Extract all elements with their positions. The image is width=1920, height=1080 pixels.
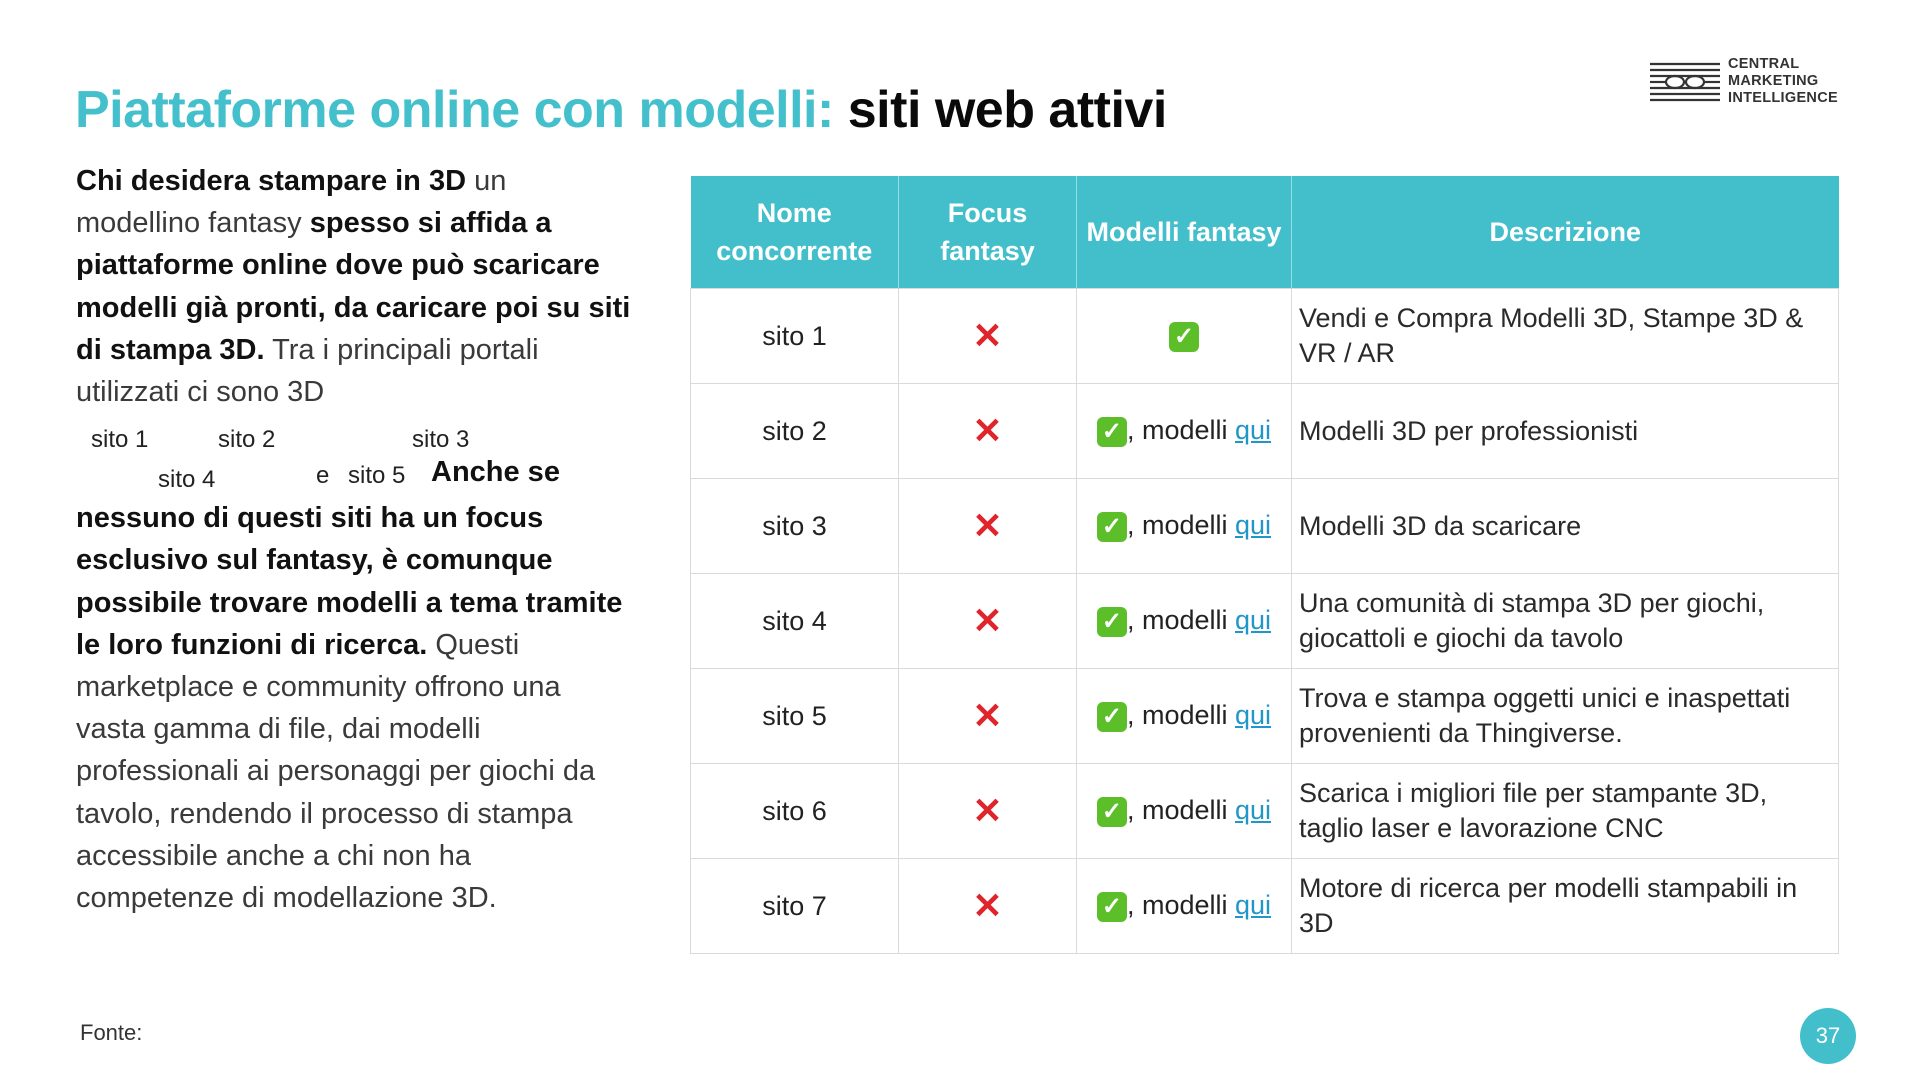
cross-icon: ✕ <box>972 789 1003 831</box>
header-models: Modelli fantasy <box>1077 176 1292 289</box>
checkmark-icon: ✓ <box>1097 702 1127 732</box>
site-mention-5: sito 5 <box>348 462 406 490</box>
checkmark-icon: ✓ <box>1097 892 1127 922</box>
site-mention-4: sito 4 <box>158 466 216 494</box>
site-name: sito 6 <box>691 764 899 859</box>
description: Motore di ricerca per modelli stampabili in 3D <box>1292 859 1839 954</box>
focus-cell <box>899 859 1077 954</box>
site-name: sito 2 <box>691 384 899 479</box>
intro-normal-3: Questi marketplace e community offrono una vasta gamma di file, dai modelli professionali ai personaggi per giochi da tavolo, rendendo il processo di stampa accessibile anche a chi non ha competenze di modellazione 3D. <box>76 628 596 915</box>
checkmark-icon: ✓ <box>1097 607 1127 637</box>
source-label: Fonte: <box>80 1020 143 1045</box>
models-link[interactable]: qui <box>1235 890 1272 921</box>
page-number-badge: 37 <box>1800 1008 1856 1064</box>
site-mention-3: sito 3 <box>412 426 470 454</box>
models-cell <box>1077 574 1292 669</box>
models-text: , modelli <box>1126 890 1235 921</box>
models-cell <box>1077 859 1292 954</box>
logo-line-2: MARKETING <box>1728 73 1819 89</box>
description: Trova e stampa oggetti unici e inaspettati provenienti da Thingiverse. <box>1292 669 1839 764</box>
models-link[interactable]: qui <box>1235 605 1272 636</box>
logo-line-1: CENTRAL <box>1728 56 1800 72</box>
models-link[interactable]: qui <box>1235 510 1272 541</box>
models-text: , modelli <box>1126 510 1235 541</box>
models-link[interactable]: qui <box>1235 700 1272 731</box>
intro-paragraph-2 <box>76 497 636 919</box>
table-row <box>691 859 1839 954</box>
site-name: sito 3 <box>691 479 899 574</box>
checkmark-icon: ✓ <box>1097 797 1127 827</box>
header-focus: Focus fantasy <box>899 176 1077 289</box>
intro-bold-2: spesso si affida a piattaforme online dove può scaricare modelli già pronti, da caricare poi su siti di stampa 3D. <box>76 207 631 366</box>
table-row <box>691 574 1839 669</box>
models-cell <box>1077 384 1292 479</box>
checkmark-icon: ✓ <box>1097 417 1127 447</box>
models-cell <box>1077 479 1292 574</box>
focus-cell <box>899 289 1077 384</box>
models-text: , modelli <box>1126 415 1235 446</box>
cross-icon: ✕ <box>972 314 1003 356</box>
description: Una comunità di stampa 3D per giochi, giocattoli e giochi da tavolo <box>1292 574 1839 669</box>
site-name: sito 7 <box>691 859 899 954</box>
site-list-line-2 <box>76 457 636 501</box>
models-cell <box>1077 289 1292 384</box>
models-text: , modelli <box>1126 605 1235 636</box>
intro-bold-1: Chi desidera stampare in 3D <box>76 165 467 197</box>
description: Vendi e Compra Modelli 3D, Stampe 3D & VR / AR <box>1292 289 1839 384</box>
description: Modelli 3D per professionisti <box>1292 384 1839 479</box>
site-mention-2: sito 2 <box>218 426 276 454</box>
page-title <box>75 80 1167 140</box>
models-text: , modelli <box>1126 700 1235 731</box>
site-mention-1: sito 1 <box>91 426 149 454</box>
company-logo <box>1648 56 1838 107</box>
intro-normal-2: Tra i principali portali utilizzati ci sono 3D <box>76 333 539 409</box>
intro-text <box>76 160 636 919</box>
title-colored-part: Piattaforme online con modelli: <box>75 81 834 139</box>
table-row <box>691 289 1839 384</box>
cross-icon: ✕ <box>972 504 1003 546</box>
checkmark-icon: ✓ <box>1169 322 1199 352</box>
table-header-row <box>691 176 1839 289</box>
site-name: sito 5 <box>691 669 899 764</box>
table-row <box>691 669 1839 764</box>
intro-bold-3-start: Anche se <box>431 456 560 489</box>
cross-icon: ✕ <box>972 599 1003 641</box>
models-cell <box>1077 764 1292 859</box>
focus-cell <box>899 384 1077 479</box>
header-name: Nome concorrente <box>691 176 899 289</box>
cross-icon: ✕ <box>972 884 1003 926</box>
cross-icon: ✕ <box>972 694 1003 736</box>
logo-line-3: INTELLIGENCE <box>1728 90 1838 106</box>
checkmark-icon: ✓ <box>1097 512 1127 542</box>
table-row <box>691 764 1839 859</box>
site-name: sito 4 <box>691 574 899 669</box>
intro-normal-1: un modellino fantasy <box>76 165 507 240</box>
competitor-table <box>690 176 1839 954</box>
title-dark-part: siti web attivi <box>847 81 1167 139</box>
models-link[interactable]: qui <box>1235 795 1272 826</box>
focus-cell <box>899 479 1077 574</box>
focus-cell <box>899 764 1077 859</box>
site-conjunction: e <box>316 462 330 490</box>
description: Modelli 3D da scaricare <box>1292 479 1839 574</box>
description: Scarica i migliori file per stampante 3D, taglio laser e lavorazione CNC <box>1292 764 1839 859</box>
models-text: , modelli <box>1126 795 1235 826</box>
table-row <box>691 384 1839 479</box>
focus-cell <box>899 574 1077 669</box>
site-name: sito 1 <box>691 289 899 384</box>
intro-bold-3-rest: nessuno di questi siti ha un focus esclusivo sul fantasy, è comunque possibile trovare modelli a tema tramite le loro funzioni di ricerca. <box>76 502 623 661</box>
header-description: Descrizione <box>1292 176 1839 289</box>
table-row <box>691 479 1839 574</box>
eye-lines-logo-icon <box>1648 60 1722 104</box>
models-link[interactable]: qui <box>1235 415 1272 446</box>
models-cell <box>1077 669 1292 764</box>
focus-cell <box>899 669 1077 764</box>
cross-icon: ✕ <box>972 409 1003 451</box>
logo-text <box>1728 56 1838 107</box>
intro-paragraph-1 <box>76 160 636 413</box>
